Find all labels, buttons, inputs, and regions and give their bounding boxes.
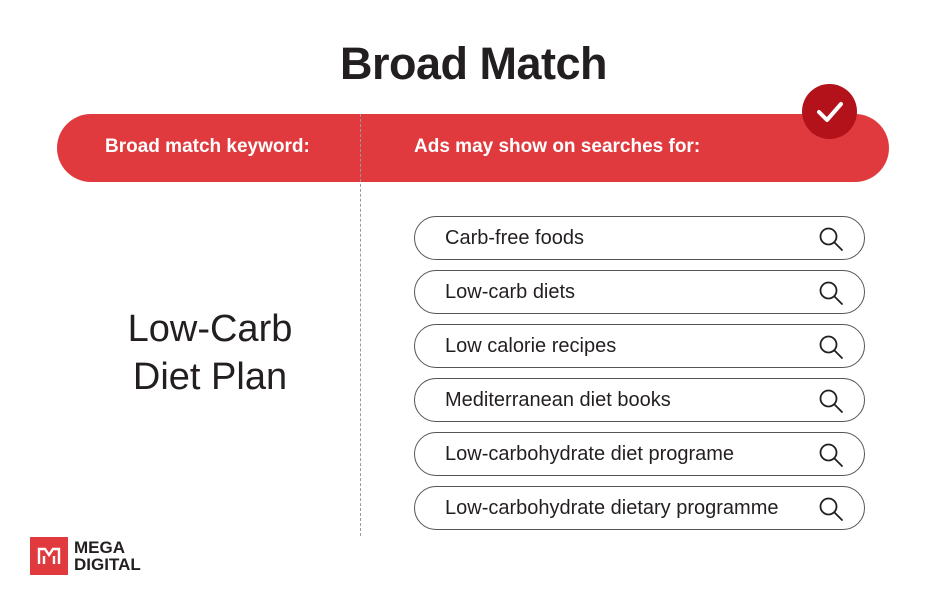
header-bar xyxy=(57,114,889,182)
search-query-item[interactable] xyxy=(414,486,865,530)
logo-mark-icon xyxy=(30,537,68,575)
search-query-text: Low calorie recipes xyxy=(445,334,617,357)
mega-digital-logo xyxy=(30,537,141,575)
search-icon xyxy=(818,226,844,252)
search-query-text: Low-carb diets xyxy=(445,280,576,303)
check-icon xyxy=(802,84,857,139)
search-query-text: Carb-free foods xyxy=(445,226,584,249)
search-query-item[interactable] xyxy=(414,270,865,314)
search-query-text: Mediterranean diet books xyxy=(445,388,671,411)
column-divider xyxy=(360,114,361,536)
keyword-column-label: Broad match keyword: xyxy=(105,136,310,157)
keyword-line-2: Diet Plan xyxy=(132,356,288,398)
search-query-item[interactable] xyxy=(414,216,865,260)
search-query-item[interactable] xyxy=(414,378,865,422)
search-icon xyxy=(818,334,844,360)
logo-line-1: MEGA xyxy=(74,538,125,557)
search-query-text: Low-carbohydrate diet programe xyxy=(445,442,735,465)
broad-match-keyword xyxy=(60,305,360,401)
search-icon xyxy=(818,280,844,306)
logo-wordmark xyxy=(74,539,141,573)
search-results-list xyxy=(414,216,865,540)
search-query-item[interactable] xyxy=(414,432,865,476)
searches-column-label: Ads may show on searches for: xyxy=(414,136,701,157)
search-query-text: Low-carbohydrate dietary programme xyxy=(445,496,779,519)
keyword-line-1: Low-Carb xyxy=(127,308,293,350)
search-icon xyxy=(818,388,844,414)
search-icon xyxy=(818,496,844,522)
logo-line-2: DIGITAL xyxy=(74,555,141,574)
search-query-item[interactable] xyxy=(414,324,865,368)
search-icon xyxy=(818,442,844,468)
page-title: Broad Match xyxy=(339,38,608,89)
